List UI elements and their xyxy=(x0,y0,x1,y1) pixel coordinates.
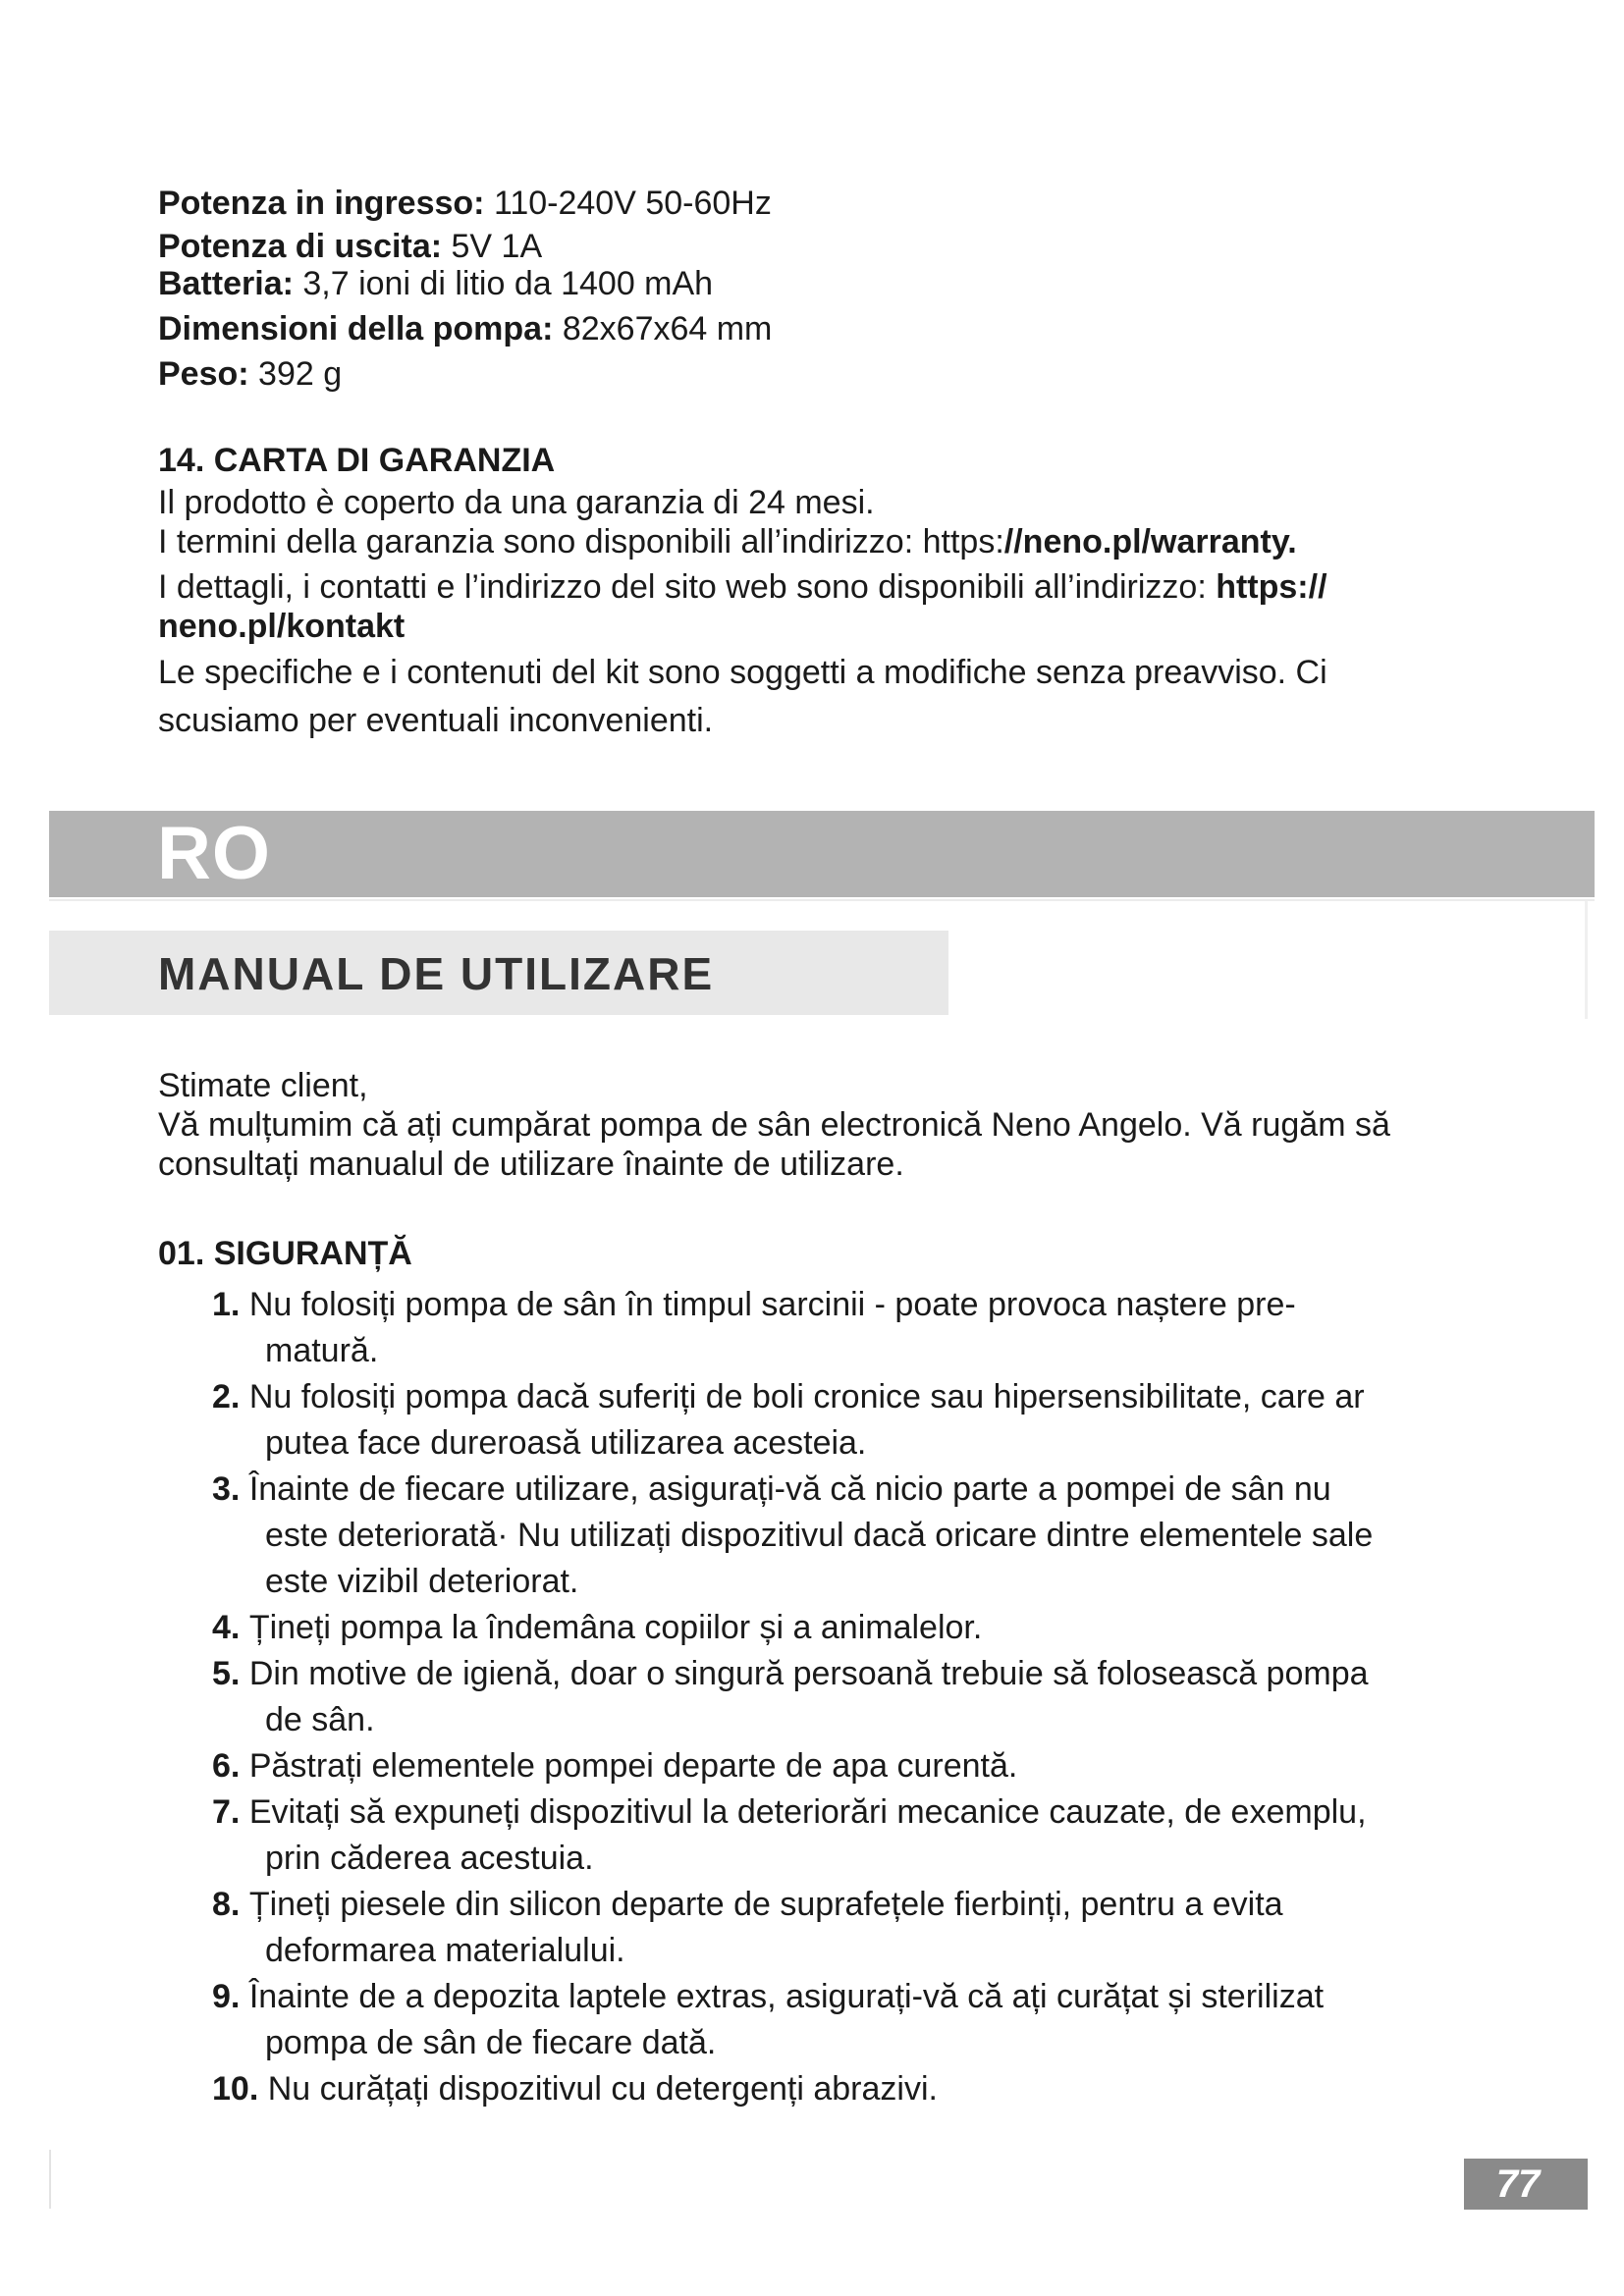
safety-heading-wrap xyxy=(158,1231,1474,1276)
warranty-heading: 14. CARTA DI GARANZIA xyxy=(158,442,556,479)
list-item: 4. Țineți pompa la îndemâna copiilor și a animalelor. xyxy=(212,1609,983,1646)
list-item: 7. Evitați să expuneți dispozitivul la deteriorări mecanice cauzate, de exemplu, prin căderea acestuia. xyxy=(212,1793,1367,1877)
spec-input-power: Potenza in ingresso: 110-240V 50-60Hz xyxy=(158,185,772,222)
spec-battery: Batteria: 3,7 ioni di litio da 1400 mAh xyxy=(158,265,714,302)
list-item: 1. Nu folosiți pompa de sân în timpul sarcinii - poate provoca naștere pre- matură. xyxy=(212,1286,1296,1369)
spec-dimensions: Dimensioni della pompa: 82x67x64 mm xyxy=(158,310,773,347)
intro-section xyxy=(158,1066,1474,1184)
manual-title: MANUAL DE UTILIZARE xyxy=(158,948,715,999)
safety-heading: 01. SIGURANȚĂ xyxy=(158,1235,412,1272)
warranty-line-4: Le specifiche e i contenuti del kit sono soggetti a modifiche senza preavviso. Ci xyxy=(158,654,1327,691)
language-banner xyxy=(49,811,1595,897)
manual-title-box xyxy=(49,931,948,1015)
footer-left-mark xyxy=(49,2150,51,2209)
decorative-edge xyxy=(1585,901,1588,1019)
language-code: RO xyxy=(157,812,271,895)
contact-link-part-2[interactable]: neno.pl/kontakt xyxy=(158,608,406,645)
safety-list xyxy=(212,1282,1489,2112)
list-item: 5. Din motive de igienă, doar o singură persoană trebuie să folosească pompa de sân. xyxy=(212,1655,1369,1738)
warranty-link[interactable]: //neno.pl/warranty. xyxy=(1003,523,1297,561)
warranty-line-2: I termini della garanzia sono disponibili all’indirizzo: https://neno.pl/warranty. xyxy=(158,523,1297,561)
list-item: 9. Înainte de a depozita laptele extras, asigurați-vă că ați curățat și sterilizat pompa de sân de fiecare dată. xyxy=(212,1978,1325,2061)
page-number: 77 xyxy=(1495,2163,1541,2206)
warranty-line-3: I dettagli, i contatti e l’indirizzo del sito web sono disponibili all’indirizzo: https:// xyxy=(158,568,1327,606)
list-item: 3. Înainte de fiecare utilizare, asigurați-vă că nicio parte a pompei de sân nu este deteriorată· Nu utilizați dispozitivul dacă oricare dintre elementele sale este vizibil deteriorat. xyxy=(212,1470,1374,1600)
warranty-line-5: scusiamo per eventuali inconvenienti. xyxy=(158,702,714,739)
contact-link-part-1[interactable]: https:// xyxy=(1216,568,1327,606)
list-item: 2. Nu folosiți pompa dacă suferiți de boli cronice sau hipersensibilitate, care ar putea face dureroasă utilizarea acesteia. xyxy=(212,1378,1365,1462)
warranty-section xyxy=(158,438,1474,744)
intro-line-2: consultați manualul de utilizare înainte de utilizare. xyxy=(158,1146,904,1183)
intro-greeting: Stimate client, xyxy=(158,1067,368,1104)
page-number-box xyxy=(1464,2159,1588,2210)
list-item: 8. Țineți piesele din silicon departe de suprafețele fierbinți, pentru a evita deformarea materialului. xyxy=(212,1886,1283,1969)
spec-list xyxy=(158,181,1474,397)
list-item: 10. Nu curățați dispozitivul cu detergenți abrazivi. xyxy=(212,2070,938,2108)
banner-divider xyxy=(49,899,1595,901)
list-item: 6. Păstrați elementele pompei departe de apa curentă. xyxy=(212,1747,1018,1785)
intro-line-1: Vă mulțumim că ați cumpărat pompa de sân electronică Neno Angelo. Vă rugăm să xyxy=(158,1106,1390,1144)
spec-weight: Peso: 392 g xyxy=(158,355,343,393)
spec-output-power: Potenza di uscita: 5V 1A xyxy=(158,228,543,265)
warranty-line-1: Il prodotto è coperto da una garanzia di 24 mesi. xyxy=(158,484,875,521)
